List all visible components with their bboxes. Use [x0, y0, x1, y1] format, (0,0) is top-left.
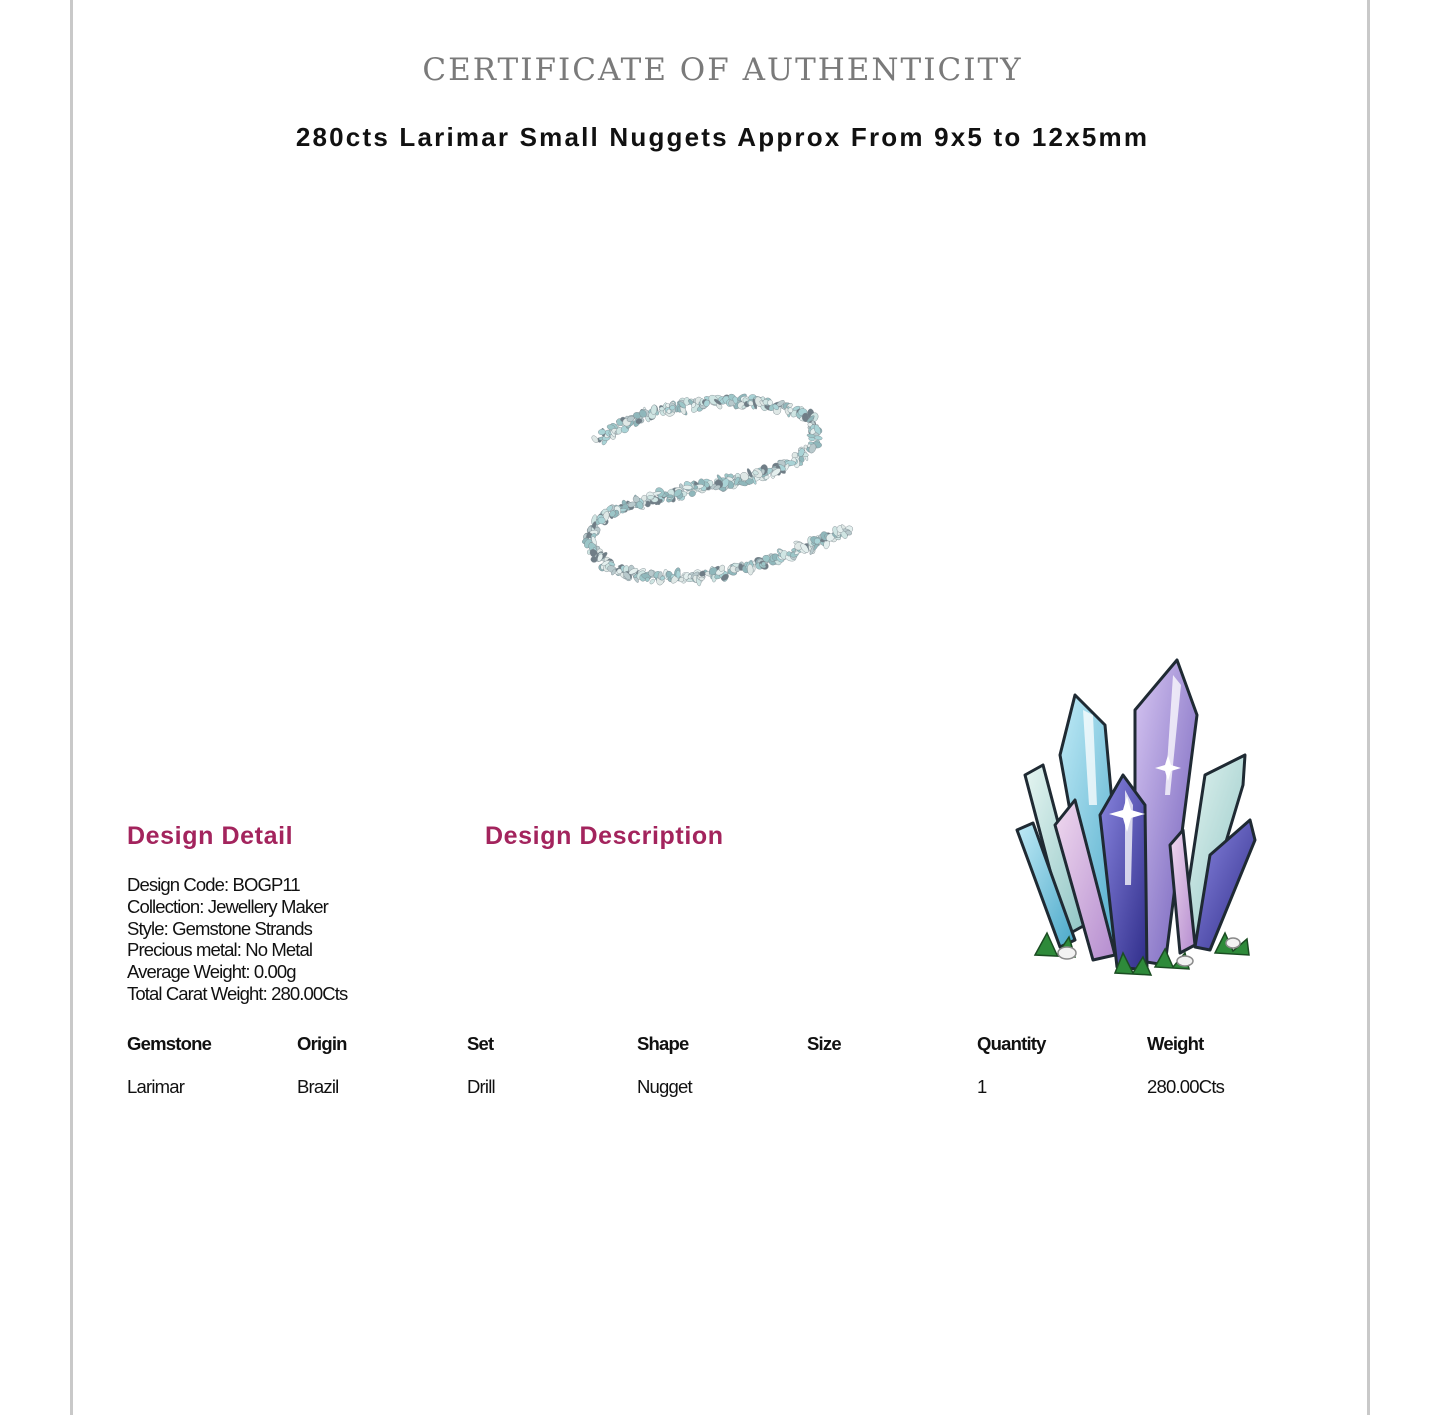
cell-weight: 280.00Cts [1147, 1076, 1225, 1097]
table-header-row [127, 1033, 1317, 1076]
collection: Collection: Jewellery Maker [127, 895, 328, 917]
header-gemstone: Gemstone [127, 1033, 212, 1054]
header-origin: Origin [297, 1033, 347, 1054]
header-size: Size [807, 1033, 841, 1054]
header-quantity: Quantity [977, 1033, 1046, 1054]
page-border-left [70, 0, 73, 1415]
cell-set: Drill [467, 1076, 495, 1097]
design-detail-list [127, 874, 347, 1005]
crystal-cluster-icon [1005, 655, 1270, 995]
average-weight: Average Weight: 0.00g [127, 961, 296, 983]
design-description-heading: Design Description [485, 822, 724, 850]
cell-quantity: 1 [977, 1076, 987, 1097]
design-code: Design Code: BOGP11 [127, 874, 300, 895]
table-row [127, 1076, 1317, 1102]
cell-origin: Brazil [297, 1076, 339, 1097]
cell-shape: Nugget [637, 1076, 692, 1097]
header-set: Set [467, 1033, 494, 1054]
precious-metal: Precious metal: No Metal [127, 939, 313, 961]
design-detail-heading: Design Detail [127, 822, 294, 850]
cell-gemstone: Larimar [127, 1076, 185, 1097]
certificate-title: CERTIFICATE OF AUTHENTICITY [422, 52, 1023, 88]
header-shape: Shape [637, 1033, 689, 1054]
gemstone-table [127, 1033, 1317, 1102]
page-border-right [1367, 0, 1370, 1415]
product-title: 280cts Larimar Small Nuggets Approx From 9x5 to 12x5mm [295, 122, 1150, 152]
product-photo [570, 380, 870, 620]
cell-size [807, 1076, 977, 1102]
style: Style: Gemstone Strands [127, 917, 312, 939]
total-carat-weight: Total Carat Weight: 280.00Cts [127, 982, 348, 1004]
header-weight: Weight [1147, 1033, 1204, 1054]
